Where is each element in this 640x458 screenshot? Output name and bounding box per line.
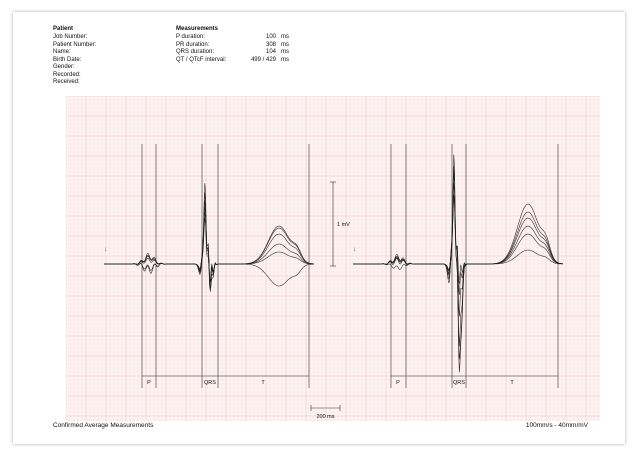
patient-heading: Patient xyxy=(53,26,74,32)
footer-left-label: Confirmed Average Measurements xyxy=(53,422,154,429)
measurement-value: 104 xyxy=(265,49,276,55)
patient-field-label: Recorded: xyxy=(53,71,81,78)
patient-field-label: Gender: xyxy=(53,64,75,70)
calibration-label: 1 mV xyxy=(337,222,350,228)
measurement-value: 308 xyxy=(265,41,276,48)
patient-field-label: Job Number: xyxy=(53,34,88,40)
precordial-t-label: T xyxy=(510,380,514,386)
measurements-heading: Measurements xyxy=(176,26,219,32)
patient-field-label: Name: xyxy=(53,49,71,55)
patient-field-label: Birth Date: xyxy=(53,56,82,63)
patient-field-label: Patient Number: xyxy=(53,41,97,48)
limb-t-label: T xyxy=(261,380,265,386)
measurement-label: P duration: xyxy=(176,34,205,40)
measurement-value: 100 xyxy=(265,34,276,40)
ecg-grid xyxy=(66,96,600,421)
precordial-lead-marker-icon: ↓ xyxy=(353,247,356,253)
ecg-report-page xyxy=(13,12,625,444)
measurement-unit: ms xyxy=(281,41,289,48)
patient-field-label: Received: xyxy=(53,79,80,85)
measurement-unit: ms xyxy=(281,56,289,63)
limb-qrs-label: QRS xyxy=(204,380,216,386)
precordial-p-label: P xyxy=(396,380,400,386)
precordial-qrs-label: QRS xyxy=(453,380,465,386)
limb-lead-marker-icon: ↓ xyxy=(104,247,107,253)
limb-p-label: P xyxy=(147,380,151,386)
footer-right-label: 100mm/s - 40mm/mV xyxy=(525,422,588,429)
measurement-label: QRS duration: xyxy=(176,49,215,55)
measurement-unit: ms xyxy=(281,49,289,55)
measurement-label: PR duration: xyxy=(176,41,210,48)
measurement-value: 499 / 429 xyxy=(250,56,276,63)
time-scale-label: 200 ms xyxy=(316,414,335,420)
measurement-unit: ms xyxy=(281,34,289,40)
measurement-label: QT / QTcF interval: xyxy=(176,56,227,63)
